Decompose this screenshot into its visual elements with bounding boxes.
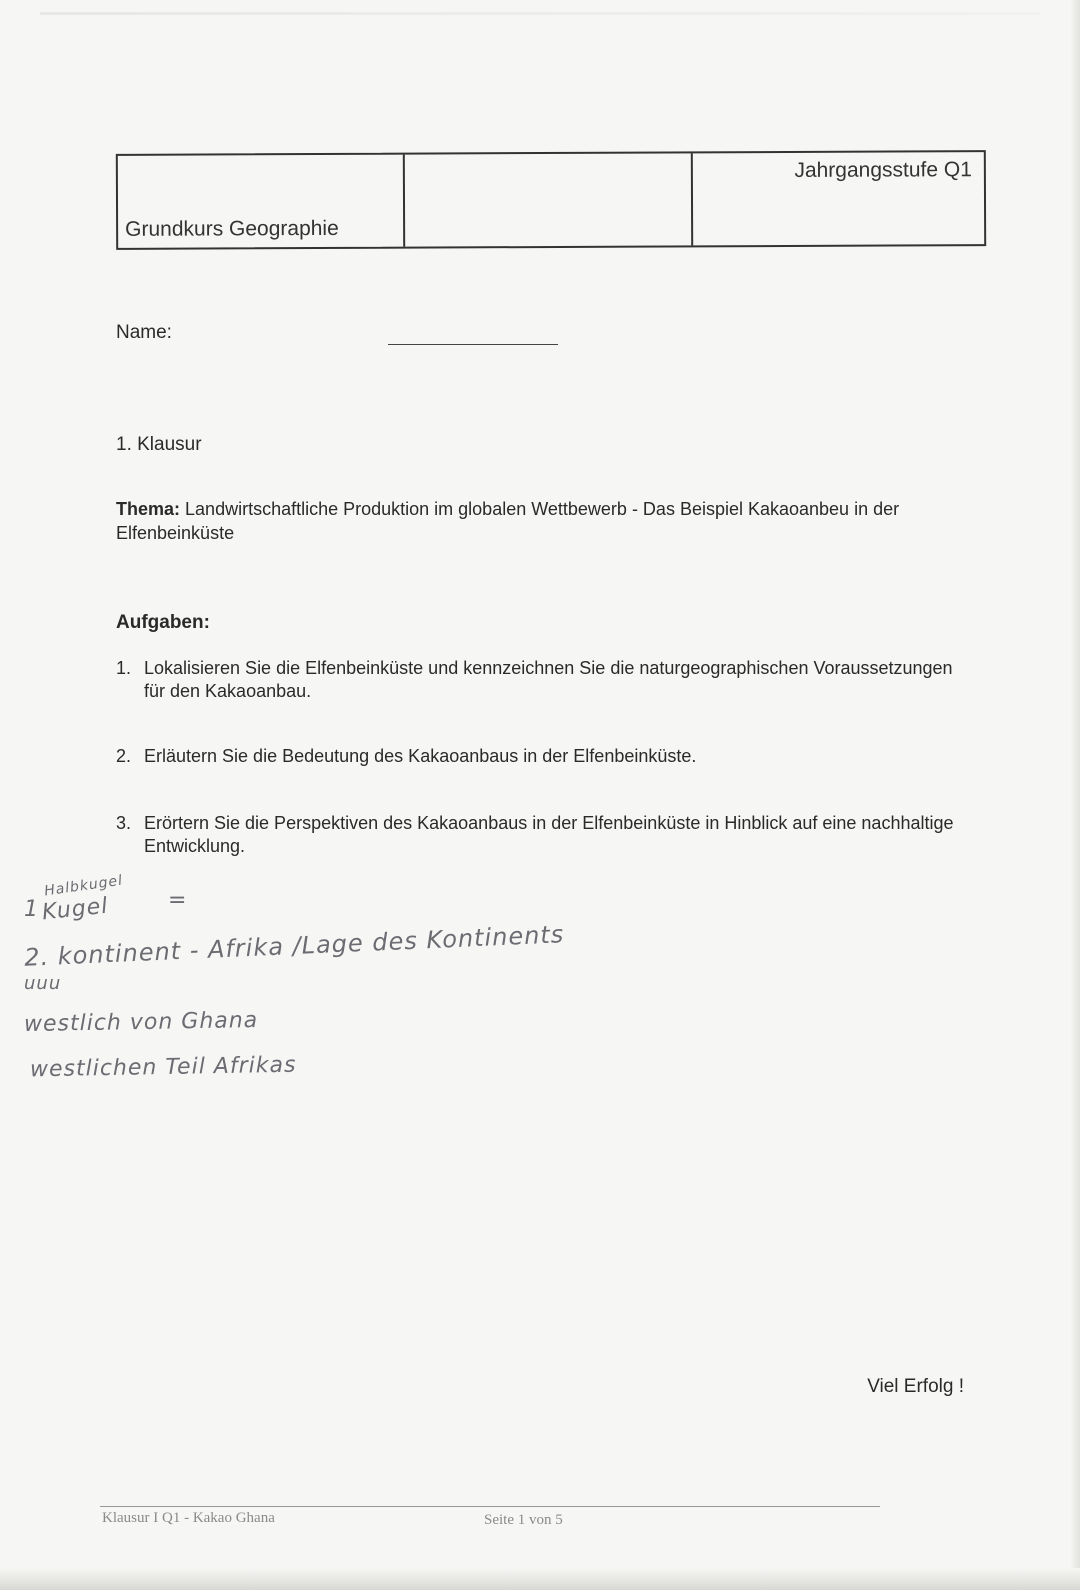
page-edge-right [1070,0,1080,1590]
header-cell-course [118,155,403,248]
name-label: Name: [116,322,172,343]
footer-divider [100,1506,880,1507]
task-number: 2. [116,746,132,766]
header-table [116,150,986,250]
handwritten-squiggle: uuu [24,973,62,994]
topic-text: Landwirtschaftliche Produktion im globalen Wettbewerb - Das Beispiel Kakaoanbeu in der Elfenbeinküste [116,499,900,543]
header-cell-grade [691,152,984,245]
task-item [116,657,976,703]
page-edge-bottom [0,1568,1080,1590]
handwritten-note-west: westlich von Ghana [23,1007,259,1038]
task-item [116,812,976,858]
grade-label: Jahrgangsstufe Q1 [794,158,972,182]
handwritten-note-number: 1 [24,897,39,922]
handwritten-note-small: Halbkugel [43,872,124,900]
handwritten-note-main: Kugel [40,893,110,926]
topic [116,497,986,545]
exam-number: 1. Klausur [116,434,202,455]
handwritten-note-west-africa: westlichen Teil Afrikas [29,1052,297,1083]
header-cell-empty [403,153,691,246]
page-edge-top [40,12,1040,15]
task-text: Erörtern Sie die Perspektiven des Kakaoanbaus in der Elfenbeinküste in Hinblick auf eine nachhaltige Entwicklung. [144,813,954,856]
tasks-heading: Aufgaben: [116,612,210,633]
task-number: 3. [116,813,132,833]
handwritten-note-continent: 2. kontinent - Afrika /Lage des Kontinents [23,920,565,972]
task-text: Erläutern Sie die Bedeutung des Kakaoanbaus in der Elfenbeinküste. [144,746,697,766]
name-line [388,344,558,345]
footer-page-number: Seite 1 von 5 [484,1512,563,1528]
task-item [116,745,976,768]
topic-label: Thema: [116,499,181,519]
task-number: 1. [116,658,132,678]
task-text: Lokalisieren Sie die Elfenbeinküste und kennzeichnen Sie die naturgeographischen Voraussetzungen für den Kakaoanbau. [144,658,953,701]
closing-text: Viel Erfolg ! [867,1376,964,1397]
course-label: Grundkurs Geographie [125,216,339,241]
handwritten-equal: = [168,888,188,913]
footer-title: Klausur I Q1 - Kakao Ghana [102,1510,275,1526]
